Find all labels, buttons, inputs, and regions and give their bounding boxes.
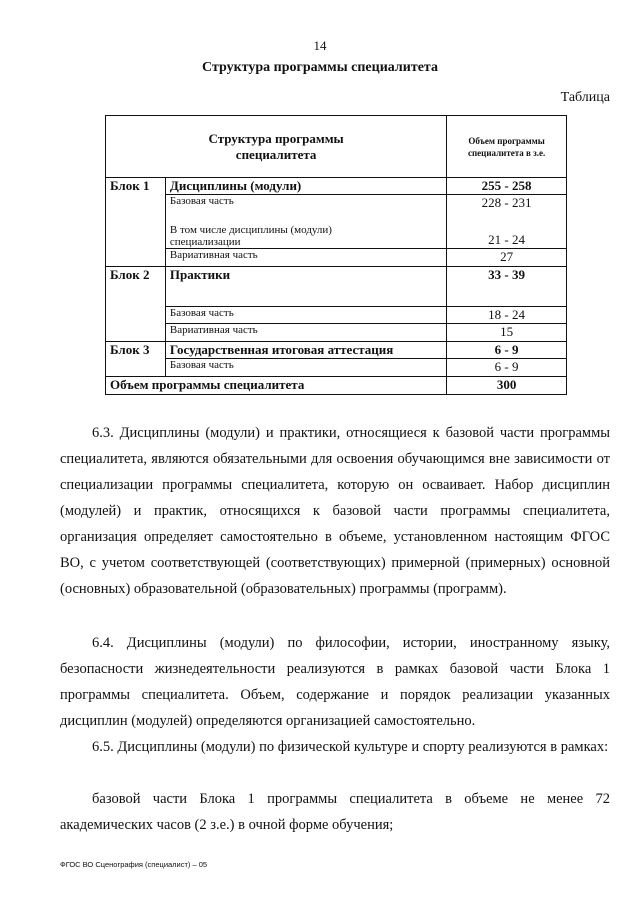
block2-var-name: Вариативная часть: [165, 324, 446, 342]
block1-base-value: 228 - 231: [447, 195, 567, 215]
block2-base-name: Базовая часть: [165, 307, 446, 324]
header-volume-line2: специалитета в з.е.: [467, 147, 546, 158]
block2-var-value: 15: [447, 324, 567, 342]
paragraph-6-5-item: [60, 786, 610, 838]
table-row: [106, 324, 567, 342]
header-structure-cell: [106, 116, 447, 178]
block1-spec-line2: специализации: [169, 236, 241, 248]
paragraph-6-5-text: 6.5. Дисциплины (модули) по физической культуре и спорту реализуются в рамках:: [92, 739, 609, 755]
table-row: [106, 267, 567, 307]
table-row: [106, 195, 567, 215]
table-row: [106, 342, 567, 359]
header-volume-line1: Объем программы: [468, 135, 545, 146]
block1-spec-value: 21 - 24: [447, 215, 567, 249]
block3-value: 6 - 9: [447, 342, 567, 359]
table-row: [106, 249, 567, 267]
table-caption: Таблица: [560, 90, 610, 105]
block1-name: Дисциплины (модули): [165, 178, 446, 195]
block1-spec-line1: В том числе дисциплины (модули): [169, 224, 332, 236]
header-volume-cell: [447, 116, 567, 178]
page-number: 14: [313, 38, 327, 53]
footer-doc-code: ФГОС ВО Сценография (специалист) – 05: [60, 860, 208, 869]
total-value: 300: [447, 377, 567, 395]
block1-spec-cell: [165, 215, 446, 249]
block2-value: 33 - 39: [447, 267, 567, 307]
block1-var-name: Вариативная часть: [165, 249, 446, 267]
paragraph-6-5-item-text: базовой части Блока 1 программы специалитета в объеме не менее 72 академических часов (2 з.е.) в очной форме обучения;: [60, 791, 610, 833]
block1-label: Блок 1: [106, 178, 166, 267]
block1-var-value: 27: [447, 249, 567, 267]
table-row: [106, 307, 567, 324]
block2-base-value: 18 - 24: [447, 307, 567, 324]
paragraph-6-5: [60, 734, 610, 760]
block3-name: Государственная итоговая аттестация: [165, 342, 446, 359]
paragraph-6-4: [60, 630, 610, 734]
table-row: [106, 377, 567, 395]
header-structure-line1: Структура программы: [208, 130, 344, 146]
block1-value: 255 - 258: [447, 178, 567, 195]
total-label: Объем программы специалитета: [106, 377, 447, 395]
block2-name: Практики: [165, 267, 446, 307]
program-structure-table: [105, 115, 567, 395]
block3-label: Блок 3: [106, 342, 166, 377]
paragraph-6-3-text: 6.3. Дисциплины (модули) и практики, относящиеся к базовой части программы специалитета, являются обязательными для освоения обучающимся вне зависимости от специализации программы специалитета, которую он осваивает. Набор дисциплин (модулей) и практик, относящихся к базовой части программы специалитета, организация определяет самостоятельно в объеме, установленном настоящим ФГОС ВО, с учетом соответствующей (соответствующих) примерной (примерных) основной (основных) образовательной (образовательных) программы (программ).: [60, 425, 610, 597]
block1-base-name: Базовая часть: [165, 195, 446, 215]
page-title: Структура программы специалитета: [202, 60, 438, 75]
table-row: [106, 215, 567, 249]
block2-label: Блок 2: [106, 267, 166, 342]
block3-base-name: Базовая часть: [165, 359, 446, 377]
paragraph-6-4-text: 6.4. Дисциплины (модули) по философии, истории, иностранному языку, безопасности жизнедеятельности реализуются в рамках базовой части Блока 1 программы специалитета. Объем, содержание и порядок реализации указанных дисциплин (модулей) определяются организацией самостоятельно.: [60, 635, 610, 729]
header-structure-line2: специалитета: [235, 146, 317, 162]
table-row: [106, 178, 567, 195]
table-row: [106, 359, 567, 377]
paragraph-6-3: [60, 420, 610, 602]
block3-base-value: 6 - 9: [447, 359, 567, 377]
